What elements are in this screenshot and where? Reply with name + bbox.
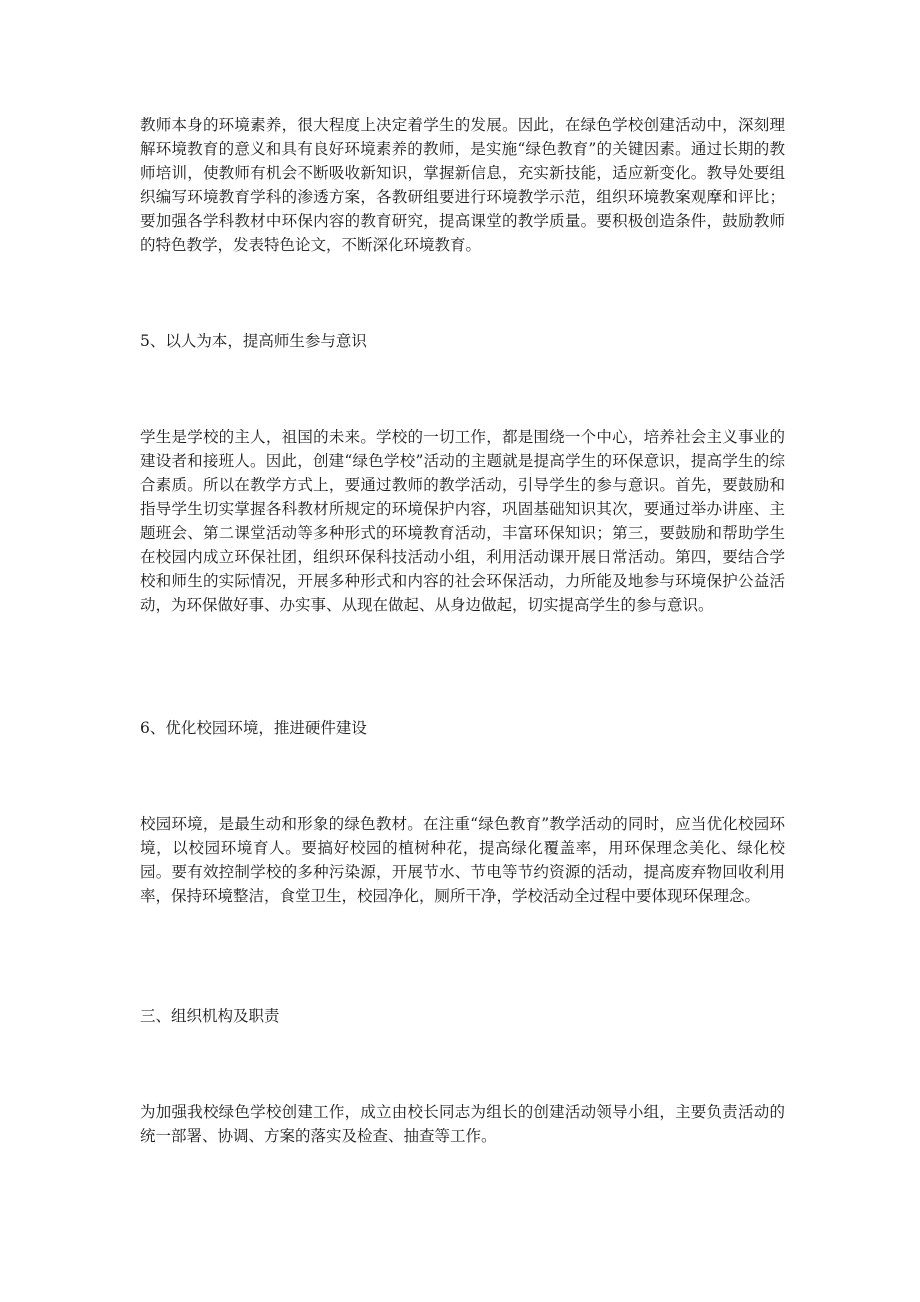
paragraph-teacher-training: 教师本身的环境素养，很大程度上决定着学生的发展。因此，在绿色学校创建活动中，深刻理解环境教育的意义和具有良好环境素养的教师，是实施“绿色教育”的关键因素。通过长期的教师培训，使教师有机会不断吸收新知识，掌握新信息，充实新技能，适应新变化。教导处要组织编写环境教育学科的渗透方案，各教研组要进行环境教学示范，组织环境教案观摩和评比；要加强各学科教材中环保内容的教育研究，提高课堂的教学质量。要积极创造条件，鼓励教师的特色教学，发表特色论文，不断深化环境教育。	[140, 116, 785, 254]
paragraph-leadership-group: 为加强我校绿色学校创建工作，成立由校长同志为组长的创建活动领导小组，主要负责活动的统一部署、协调、方案的落实及检查、抽查等工作。	[140, 1103, 785, 1145]
section-heading-6: 6、优化校园环境，推进硬件建设	[140, 719, 367, 737]
section-heading-5: 5、以人为本，提高师生参与意识	[140, 332, 367, 350]
paragraph-campus-environment: 校园环境，是最生动和形象的绿色教材。在注重“绿色教育”教学活动的同时，应当优化校园环境，以校园环境育人。要搞好校园的植树种花，提高绿化覆盖率，用环保理念美化、绿化校园。要有效控制学校的多种污染源，开展节水、节电等节约资源的活动，提高废弃物回收利用率，保持环境整洁，食堂卫生，校园净化，厕所干净，学校活动全过程中要体现环保理念。	[140, 815, 785, 905]
section-heading-organization: 三、组织机构及职责	[140, 1007, 280, 1025]
paragraph-student-participation: 学生是学校的主人，祖国的未来。学校的一切工作，都是围绕一个中心，培养社会主义事业的建设者和接班人。因此，创建“绿色学校”活动的主题就是提高学生的环保意识，提高学生的综合素质。所以在教学方式上，要通过教师的教学活动，引导学生的参与意识。首先，要鼓励和指导学生切实掌握各科教材所规定的环境保护内容，巩固基础知识其次，要通过举办讲座、主题班会、第二课堂活动等多种形式的环境教育活动，丰富环保知识；第三，要鼓励和帮助学生在校园内成立环保社团，组织环保科技活动小组，利用活动课开展日常活动。第四，要结合学校和师生的实际情况，开展多种形式和内容的社会环保活动，力所能及地参与环境保护公益活动，为环保做好事、办实事、从现在做起、从身边做起，切实提高学生的参与意识。	[140, 428, 785, 614]
